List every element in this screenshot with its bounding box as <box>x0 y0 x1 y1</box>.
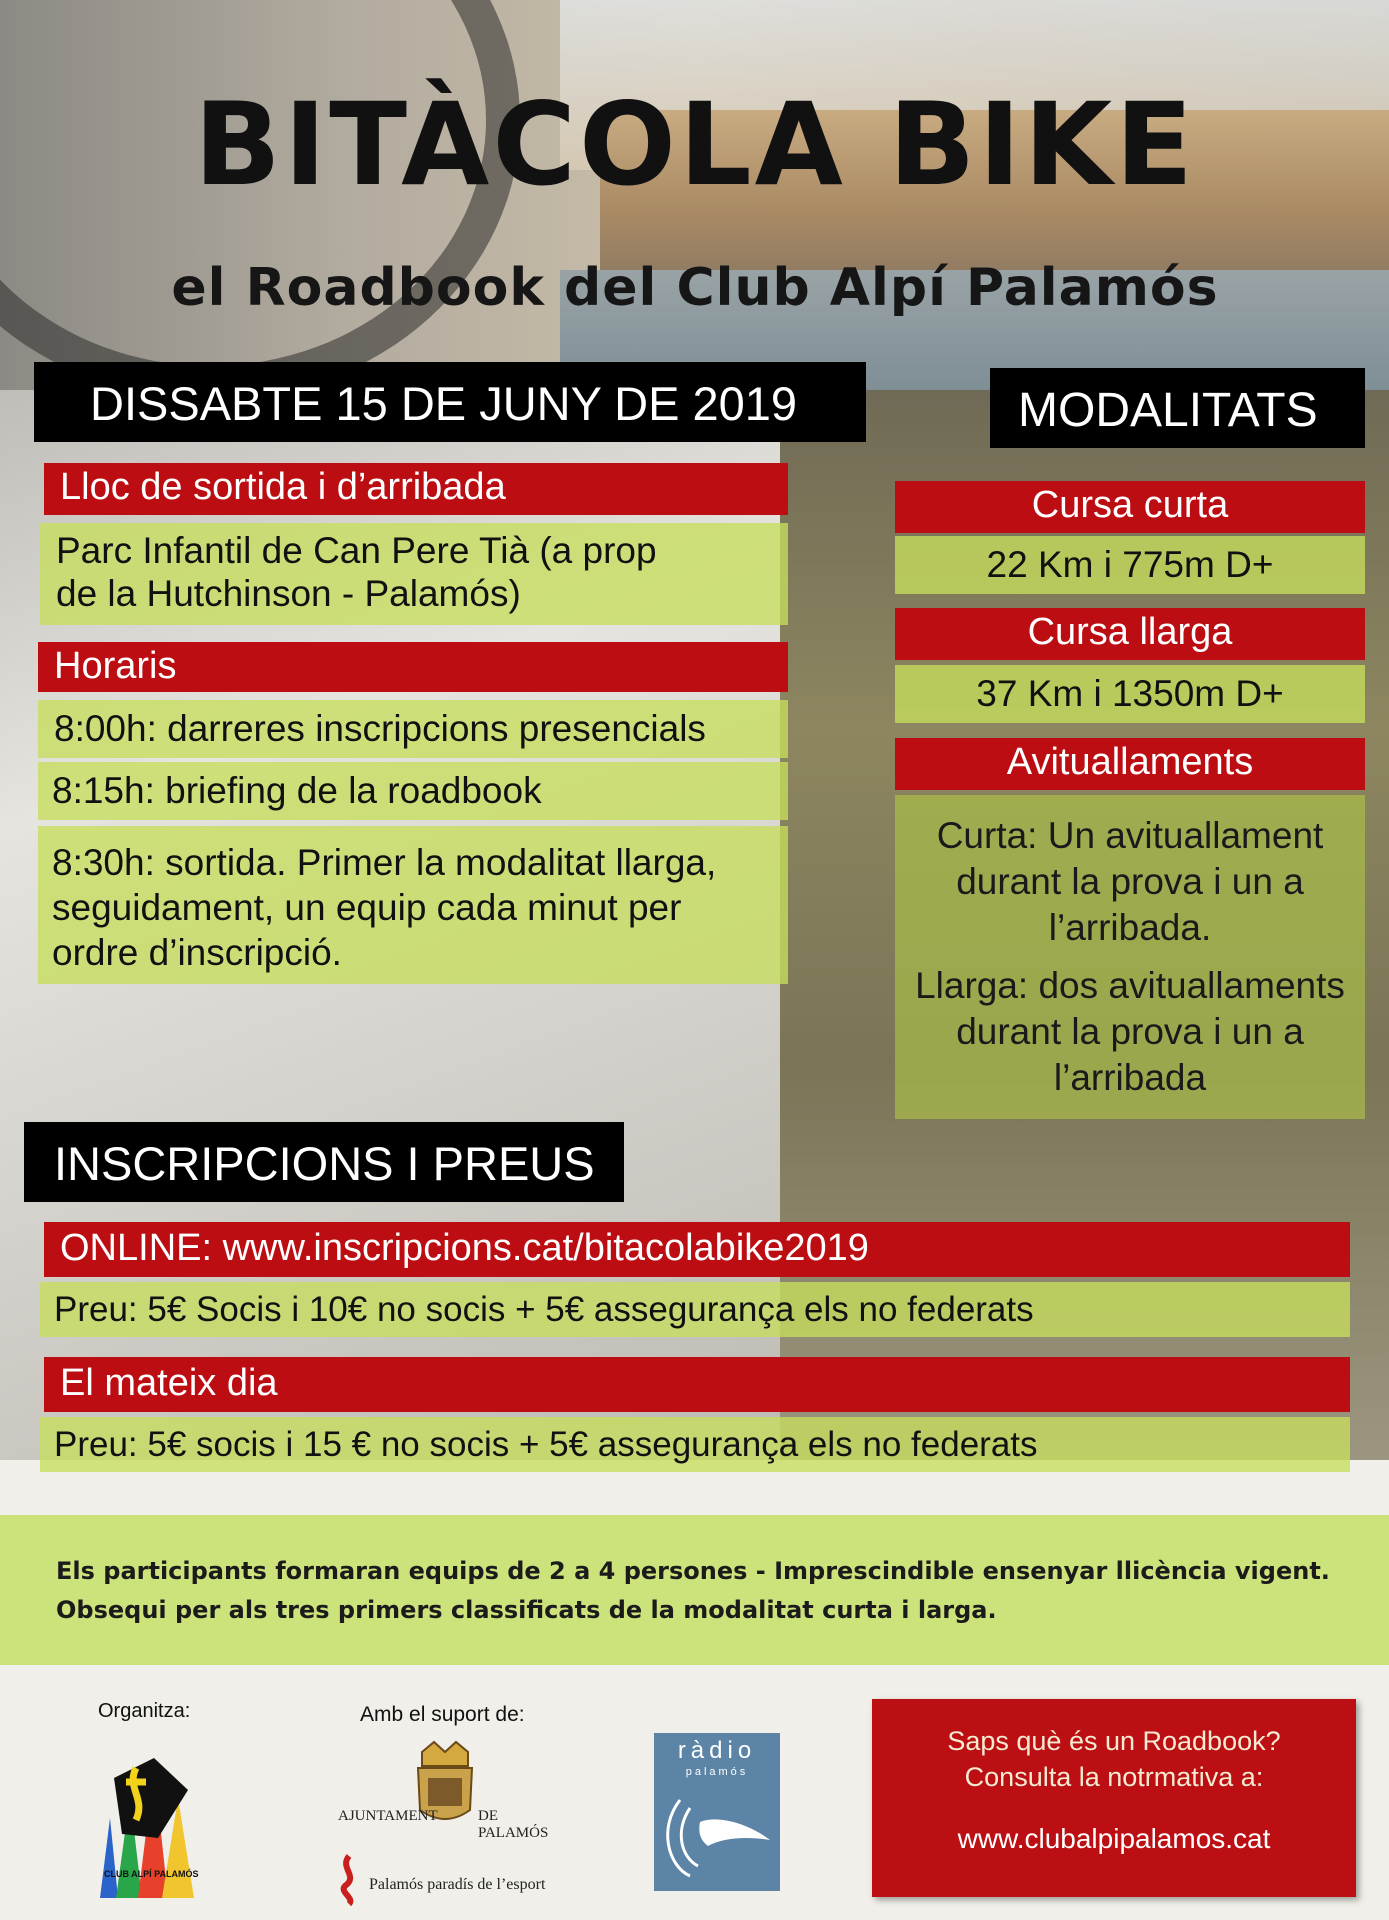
inscripcions-heading: INSCRIPCIONS I PREUS <box>24 1122 624 1202</box>
roadbook-question-line: Consulta la notrmativa a: <box>964 1762 1264 1792</box>
club-logo-text: CLUB ALPÍ PALAMÓS <box>104 1869 199 1879</box>
roadbook-question <box>872 1723 1356 1795</box>
paradis-logo <box>335 1852 555 1907</box>
avit-curta-line: durant la prova i un a <box>956 861 1304 902</box>
poster-subtitle: el Roadbook del Club Alpí Palamós <box>171 258 1219 318</box>
ajuntament-left: AJUNTAMENT <box>338 1808 438 1824</box>
avit-llarga-line: l’arribada <box>1053 1057 1207 1098</box>
note-line: Els participants formaran equips de 2 a 4 persones - Imprescindible ensenyar llicència vigent. <box>56 1557 1330 1585</box>
ajuntament-logo <box>330 1738 560 1858</box>
cursa-curta-value: 22 Km i 775m D+ <box>895 536 1365 594</box>
radio-palamos-logo <box>654 1733 780 1891</box>
schedule-item: 8:00h: darreres inscripcions presencials <box>38 700 788 758</box>
ajuntament-right: DE PALAMÓS <box>478 1808 549 1841</box>
organitza-label: Organitza: <box>98 1700 191 1722</box>
schedule-line: ordre d’inscripció. <box>52 932 342 973</box>
avit-curta-line: Curta: Un avituallament <box>936 815 1324 856</box>
event-date: DISSABTE 15 DE JUNY DE 2019 <box>34 362 866 442</box>
location-line: de la Hutchinson - Palamós) <box>56 573 521 614</box>
avit-curta-line: l’arribada. <box>1048 907 1212 948</box>
same-day-label: El mateix dia <box>44 1357 1350 1412</box>
roadbook-info-box <box>872 1699 1356 1897</box>
radio-wave-icon <box>660 1788 774 1883</box>
notes-box <box>0 1515 1389 1665</box>
location-label: Lloc de sortida i d’arribada <box>44 463 788 515</box>
schedule-line: seguidament, un equip cada minut per <box>52 887 682 928</box>
support-label: Amb el suport de: <box>360 1703 525 1726</box>
avit-llarga-line: Llarga: dos avituallaments <box>915 965 1345 1006</box>
paradis-text: Palamós paradís de l’esport <box>369 1876 546 1893</box>
roadbook-question-line: Saps què és un Roadbook? <box>947 1726 1281 1756</box>
schedule-label: Horaris <box>38 642 788 692</box>
avit-curta <box>895 813 1365 951</box>
schedule-item: 8:15h: briefing de la roadbook <box>38 762 788 820</box>
location-line: Parc Infantil de Can Pere Tià (a prop <box>56 530 657 571</box>
cursa-llarga-value: 37 Km i 1350m D+ <box>895 665 1365 723</box>
poster-title: BITÀCOLA BIKE <box>193 78 1197 211</box>
cursa-curta-label: Cursa curta <box>895 481 1365 533</box>
online-price: Preu: 5€ Socis i 10€ no socis + 5€ assegurança els no federats <box>40 1282 1350 1337</box>
avituallaments-box <box>895 795 1365 1119</box>
roadbook-url[interactable]: www.clubalpipalamos.cat <box>957 1823 1271 1854</box>
schedule-line: 8:30h: sortida. Primer la modalitat llarga, <box>52 842 717 883</box>
note-line: Obsequi per als tres primers classificats de la modalitat curta i larga. <box>56 1596 997 1624</box>
schedule-item <box>38 826 788 984</box>
radio-sub: palamós <box>685 1766 749 1778</box>
modalitats-heading: MODALITATS <box>990 368 1365 448</box>
online-registration: ONLINE: www.inscripcions.cat/bitacolabike2019 <box>44 1222 1350 1277</box>
avit-llarga-line: durant la prova i un a <box>956 1011 1304 1052</box>
radio-name: ràdio <box>677 1737 757 1764</box>
avit-llarga <box>895 963 1365 1101</box>
location-box <box>40 523 788 625</box>
same-day-price: Preu: 5€ socis i 15 € no socis + 5€ assegurança els no federats <box>40 1417 1350 1472</box>
avituallaments-label: Avituallaments <box>895 738 1365 790</box>
cursa-llarga-label: Cursa llarga <box>895 608 1365 660</box>
